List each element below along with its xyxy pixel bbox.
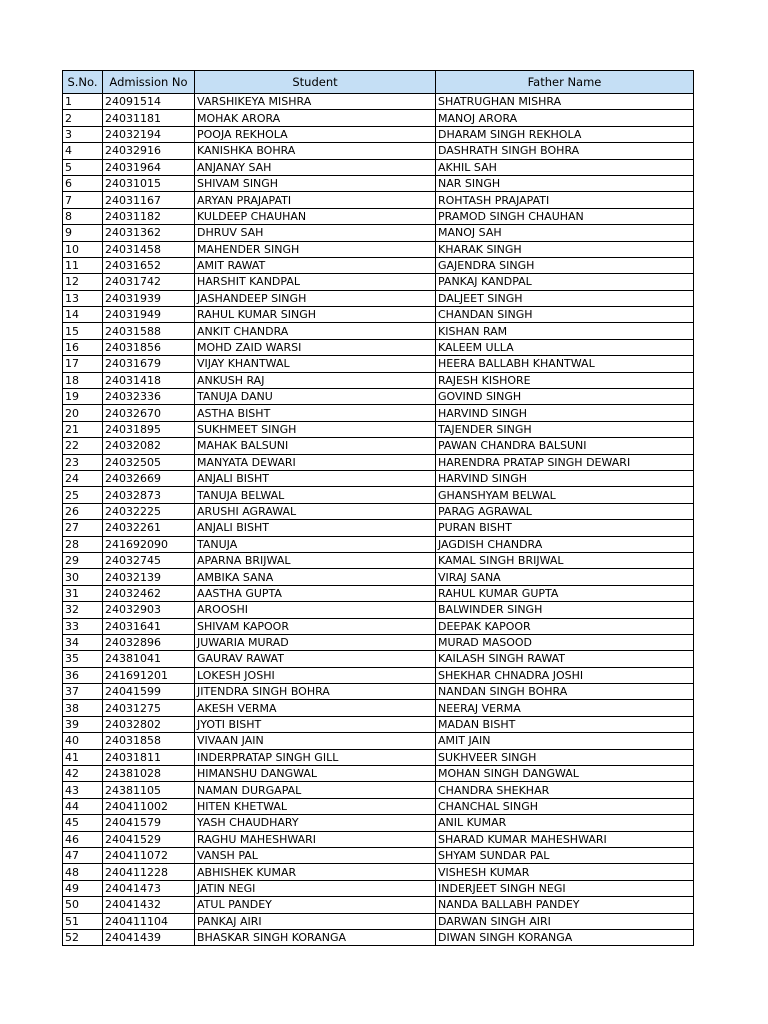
cell-admission-no: 24032194 [103,126,195,142]
cell-serial-no: 13 [63,290,103,306]
cell-father-name: SUKHVEER SINGH [436,749,694,765]
cell-serial-no: 5 [63,159,103,175]
table-row [63,634,694,650]
cell-student-name: ASTHA BISHT [195,405,436,421]
cell-student-name: JASHANDEEP SINGH [195,290,436,306]
cell-admission-no: 24031679 [103,356,195,372]
cell-serial-no: 20 [63,405,103,421]
table-row [63,257,694,273]
cell-serial-no: 19 [63,389,103,405]
cell-student-name: AMIT RAWAT [195,257,436,273]
cell-father-name: SHATRUGHAN MISHRA [436,94,694,110]
cell-student-name: RAHUL KUMAR SINGH [195,307,436,323]
cell-student-name: KULDEEP CHAUHAN [195,208,436,224]
cell-serial-no: 52 [63,929,103,945]
cell-serial-no: 48 [63,864,103,880]
cell-admission-no: 24032802 [103,716,195,732]
cell-father-name: KHARAK SINGH [436,241,694,257]
cell-admission-no: 24032669 [103,470,195,486]
cell-father-name: DHARAM SINGH REKHOLA [436,126,694,142]
cell-student-name: ANJALI BISHT [195,520,436,536]
cell-father-name: NEERAJ VERMA [436,700,694,716]
cell-father-name: RAHUL KUMAR GUPTA [436,585,694,601]
cell-serial-no: 4 [63,143,103,159]
cell-serial-no: 21 [63,421,103,437]
cell-student-name: ANJANAY SAH [195,159,436,175]
cell-father-name: RAJESH KISHORE [436,372,694,388]
cell-admission-no: 24032225 [103,503,195,519]
table-row [63,684,694,700]
cell-admission-no: 24031181 [103,110,195,126]
cell-serial-no: 38 [63,700,103,716]
table-row [63,733,694,749]
cell-father-name: PANKAJ KANDPAL [436,274,694,290]
cell-serial-no: 30 [63,569,103,585]
cell-father-name: MOHAN SINGH DANGWAL [436,766,694,782]
table-row [63,208,694,224]
cell-father-name: KISHAN RAM [436,323,694,339]
cell-serial-no: 32 [63,602,103,618]
cell-serial-no: 22 [63,438,103,454]
cell-serial-no: 24 [63,470,103,486]
cell-student-name: JYOTI BISHT [195,716,436,732]
cell-student-name: JUWARIA MURAD [195,634,436,650]
cell-father-name: DASHRATH SINGH BOHRA [436,143,694,159]
cell-student-name: AASTHA GUPTA [195,585,436,601]
header-admission-no: Admission No [103,71,195,94]
cell-admission-no: 24041432 [103,897,195,913]
cell-student-name: AMBIKA SANA [195,569,436,585]
cell-father-name: NANDA BALLABH PANDEY [436,897,694,913]
cell-admission-no: 24041439 [103,929,195,945]
cell-admission-no: 24031652 [103,257,195,273]
cell-student-name: VIVAAN JAIN [195,733,436,749]
cell-admission-no: 24031641 [103,618,195,634]
cell-father-name: NAR SINGH [436,175,694,191]
table-row [63,487,694,503]
cell-admission-no: 24032903 [103,602,195,618]
table-row [63,389,694,405]
cell-student-name: BHASKAR SINGH KORANGA [195,929,436,945]
cell-serial-no: 33 [63,618,103,634]
student-list-sheet [62,70,694,946]
table-body [63,94,694,946]
cell-admission-no: 24031895 [103,421,195,437]
cell-admission-no: 24381028 [103,766,195,782]
cell-admission-no: 24031418 [103,372,195,388]
cell-father-name: MURAD MASOOD [436,634,694,650]
cell-serial-no: 44 [63,798,103,814]
cell-admission-no: 240411072 [103,847,195,863]
cell-father-name: HARVIND SINGH [436,405,694,421]
cell-father-name: VIRAJ SANA [436,569,694,585]
cell-student-name: RAGHU MAHESHWARI [195,831,436,847]
table-row [63,126,694,142]
cell-father-name: PAWAN CHANDRA BALSUNI [436,438,694,454]
table-row [63,782,694,798]
table-row [63,405,694,421]
table-row [63,700,694,716]
cell-father-name: HEERA BALLABH KHANTWAL [436,356,694,372]
cell-serial-no: 34 [63,634,103,650]
table-row [63,356,694,372]
cell-student-name: MAHENDER SINGH [195,241,436,257]
table-row [63,716,694,732]
cell-father-name: MANOJ SAH [436,225,694,241]
cell-admission-no: 24091514 [103,94,195,110]
cell-serial-no: 25 [63,487,103,503]
table-row [63,831,694,847]
cell-admission-no: 24032873 [103,487,195,503]
cell-serial-no: 23 [63,454,103,470]
table-row [63,143,694,159]
cell-admission-no: 24032139 [103,569,195,585]
cell-admission-no: 24032896 [103,634,195,650]
cell-serial-no: 51 [63,913,103,929]
table-row [63,454,694,470]
cell-serial-no: 45 [63,815,103,831]
cell-father-name: MADAN BISHT [436,716,694,732]
cell-father-name: DIWAN SINGH KORANGA [436,929,694,945]
cell-father-name: JAGDISH CHANDRA [436,536,694,552]
cell-father-name: KAILASH SINGH RAWAT [436,651,694,667]
cell-father-name: DARWAN SINGH AIRI [436,913,694,929]
cell-serial-no: 42 [63,766,103,782]
table-row [63,159,694,175]
cell-admission-no: 24381105 [103,782,195,798]
cell-admission-no: 240411228 [103,864,195,880]
cell-father-name: HARENDRA PRATAP SINGH DEWARI [436,454,694,470]
cell-father-name: CHANDRA SHEKHAR [436,782,694,798]
cell-admission-no: 24031167 [103,192,195,208]
cell-admission-no: 24031275 [103,700,195,716]
table-row [63,192,694,208]
cell-admission-no: 240411002 [103,798,195,814]
cell-admission-no: 24032261 [103,520,195,536]
cell-admission-no: 24041473 [103,880,195,896]
cell-serial-no: 29 [63,552,103,568]
cell-student-name: HITEN KHETWAL [195,798,436,814]
table-row [63,569,694,585]
cell-student-name: ANJALI BISHT [195,470,436,486]
cell-serial-no: 41 [63,749,103,765]
cell-father-name: ANIL KUMAR [436,815,694,831]
cell-admission-no: 24032745 [103,552,195,568]
table-row [63,372,694,388]
cell-student-name: MOHD ZAID WARSI [195,339,436,355]
cell-student-name: POOJA REKHOLA [195,126,436,142]
table-row [63,815,694,831]
cell-admission-no: 24032462 [103,585,195,601]
cell-admission-no: 240411104 [103,913,195,929]
cell-serial-no: 50 [63,897,103,913]
cell-student-name: ARUSHI AGRAWAL [195,503,436,519]
cell-admission-no: 24031742 [103,274,195,290]
cell-student-name: AKESH VERMA [195,700,436,716]
cell-serial-no: 15 [63,323,103,339]
cell-father-name: BALWINDER SINGH [436,602,694,618]
header-father-name: Father Name [436,71,694,94]
cell-student-name: TANUJA [195,536,436,552]
cell-student-name: MANYATA DEWARI [195,454,436,470]
cell-serial-no: 37 [63,684,103,700]
cell-student-name: TANUJA DANU [195,389,436,405]
cell-admission-no: 24031458 [103,241,195,257]
table-row [63,667,694,683]
table-row [63,618,694,634]
table-row [63,913,694,929]
cell-student-name: SHIVAM SINGH [195,175,436,191]
cell-student-name: AROOSHI [195,602,436,618]
cell-admission-no: 24031811 [103,749,195,765]
cell-serial-no: 31 [63,585,103,601]
cell-serial-no: 17 [63,356,103,372]
cell-serial-no: 39 [63,716,103,732]
cell-student-name: KANISHKA BOHRA [195,143,436,159]
table-row [63,438,694,454]
table-row [63,798,694,814]
cell-admission-no: 241692090 [103,536,195,552]
cell-student-name: LOKESH JOSHI [195,667,436,683]
table-row [63,847,694,863]
cell-father-name: CHANCHAL SINGH [436,798,694,814]
cell-father-name: PARAG AGRAWAL [436,503,694,519]
cell-serial-no: 1 [63,94,103,110]
cell-admission-no: 24031015 [103,175,195,191]
cell-father-name: GAJENDRA SINGH [436,257,694,273]
cell-student-name: SUKHMEET SINGH [195,421,436,437]
cell-admission-no: 24031949 [103,307,195,323]
cell-father-name: VISHESH KUMAR [436,864,694,880]
table-row [63,339,694,355]
cell-serial-no: 28 [63,536,103,552]
table-row [63,880,694,896]
table-row [63,503,694,519]
cell-father-name: MANOJ ARORA [436,110,694,126]
cell-serial-no: 35 [63,651,103,667]
cell-student-name: APARNA BRIJWAL [195,552,436,568]
cell-admission-no: 24031856 [103,339,195,355]
table-row [63,110,694,126]
header-student: Student [195,71,436,94]
cell-serial-no: 46 [63,831,103,847]
cell-serial-no: 27 [63,520,103,536]
cell-admission-no: 24032336 [103,389,195,405]
cell-admission-no: 24381041 [103,651,195,667]
cell-student-name: SHIVAM KAPOOR [195,618,436,634]
table-row [63,421,694,437]
table-row [63,94,694,110]
cell-student-name: ABHISHEK KUMAR [195,864,436,880]
cell-admission-no: 24032670 [103,405,195,421]
table-row [63,323,694,339]
cell-serial-no: 26 [63,503,103,519]
cell-father-name: PRAMOD SINGH CHAUHAN [436,208,694,224]
cell-student-name: ANKUSH RAJ [195,372,436,388]
cell-student-name: MAHAK BALSUNI [195,438,436,454]
student-table [62,70,694,946]
cell-admission-no: 24031858 [103,733,195,749]
cell-father-name: DALJEET SINGH [436,290,694,306]
cell-father-name: PURAN BISHT [436,520,694,536]
cell-father-name: GOVIND SINGH [436,389,694,405]
table-row [63,585,694,601]
cell-student-name: ANKIT CHANDRA [195,323,436,339]
cell-serial-no: 18 [63,372,103,388]
cell-serial-no: 47 [63,847,103,863]
table-row [63,602,694,618]
cell-father-name: SHARAD KUMAR MAHESHWARI [436,831,694,847]
cell-father-name: SHEKHAR CHNADRA JOSHI [436,667,694,683]
cell-serial-no: 36 [63,667,103,683]
cell-father-name: KALEEM ULLA [436,339,694,355]
cell-father-name: HARVIND SINGH [436,470,694,486]
cell-father-name: DEEPAK KAPOOR [436,618,694,634]
cell-admission-no: 24031362 [103,225,195,241]
table-header-row [63,71,694,94]
cell-serial-no: 14 [63,307,103,323]
cell-father-name: TAJENDER SINGH [436,421,694,437]
table-row [63,552,694,568]
cell-serial-no: 11 [63,257,103,273]
cell-father-name: NANDAN SINGH BOHRA [436,684,694,700]
cell-admission-no: 24041529 [103,831,195,847]
cell-student-name: YASH CHAUDHARY [195,815,436,831]
cell-father-name: ROHTASH PRAJAPATI [436,192,694,208]
table-row [63,225,694,241]
cell-admission-no: 24032082 [103,438,195,454]
cell-admission-no: 241691201 [103,667,195,683]
cell-serial-no: 12 [63,274,103,290]
cell-student-name: VIJAY KHANTWAL [195,356,436,372]
cell-serial-no: 43 [63,782,103,798]
cell-student-name: VARSHIKEYA MISHRA [195,94,436,110]
table-row [63,241,694,257]
cell-admission-no: 24041579 [103,815,195,831]
table-row [63,274,694,290]
cell-serial-no: 9 [63,225,103,241]
cell-student-name: HIMANSHU DANGWAL [195,766,436,782]
header-serial-no: S.No. [63,71,103,94]
cell-serial-no: 16 [63,339,103,355]
table-row [63,307,694,323]
cell-serial-no: 49 [63,880,103,896]
cell-admission-no: 24041599 [103,684,195,700]
table-row [63,864,694,880]
table-row [63,929,694,945]
cell-student-name: JITENDRA SINGH BOHRA [195,684,436,700]
cell-admission-no: 24031964 [103,159,195,175]
table-row [63,897,694,913]
cell-serial-no: 6 [63,175,103,191]
cell-admission-no: 24031939 [103,290,195,306]
cell-student-name: JATIN NEGI [195,880,436,896]
cell-student-name: NAMAN DURGAPAL [195,782,436,798]
cell-student-name: MOHAK ARORA [195,110,436,126]
table-row [63,175,694,191]
cell-serial-no: 7 [63,192,103,208]
cell-admission-no: 24032916 [103,143,195,159]
cell-father-name: AMIT JAIN [436,733,694,749]
cell-admission-no: 24031588 [103,323,195,339]
cell-serial-no: 40 [63,733,103,749]
cell-student-name: ATUL PANDEY [195,897,436,913]
cell-student-name: HARSHIT KANDPAL [195,274,436,290]
cell-serial-no: 10 [63,241,103,257]
cell-father-name: CHANDAN SINGH [436,307,694,323]
cell-father-name: GHANSHYAM BELWAL [436,487,694,503]
cell-student-name: GAURAV RAWAT [195,651,436,667]
table-row [63,766,694,782]
cell-student-name: TANUJA BELWAL [195,487,436,503]
cell-serial-no: 8 [63,208,103,224]
cell-serial-no: 3 [63,126,103,142]
cell-father-name: AKHIL SAH [436,159,694,175]
cell-student-name: ARYAN PRAJAPATI [195,192,436,208]
cell-student-name: PANKAJ AIRI [195,913,436,929]
table-row [63,651,694,667]
cell-father-name: KAMAL SINGH BRIJWAL [436,552,694,568]
cell-father-name: SHYAM SUNDAR PAL [436,847,694,863]
table-row [63,536,694,552]
cell-student-name: INDERPRATAP SINGH GILL [195,749,436,765]
cell-admission-no: 24031182 [103,208,195,224]
table-row [63,290,694,306]
table-row [63,520,694,536]
table-row [63,470,694,486]
cell-father-name: INDERJEET SINGH NEGI [436,880,694,896]
cell-serial-no: 2 [63,110,103,126]
cell-student-name: VANSH PAL [195,847,436,863]
cell-admission-no: 24032505 [103,454,195,470]
table-row [63,749,694,765]
cell-student-name: DHRUV SAH [195,225,436,241]
